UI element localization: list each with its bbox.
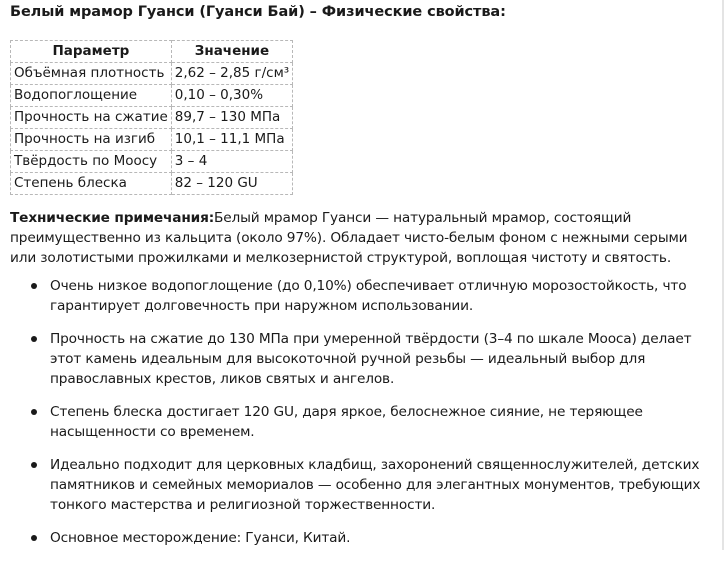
table-cell-value: 0,10 – 0,30%: [171, 85, 292, 107]
bullet-icon: [31, 283, 37, 289]
list-item-text: Идеально подходит для церковных кладбищ, захоронений священнослужителей, детских памятников и семейных мемориалов — особенно для элегантных монументов, требующих тонкого мастерства и религиозной торжественности.: [50, 457, 701, 513]
list-item: [10, 402, 710, 442]
technical-notes: [10, 208, 714, 268]
table-cell-parameter: Прочность на изгиб: [11, 129, 172, 151]
table-row: [11, 129, 293, 151]
list-item-text: Основное месторождение: Гуанси, Китай.: [50, 530, 351, 546]
table-row: [11, 151, 293, 173]
technical-notes-label: Технические примечания:: [10, 210, 215, 226]
table-cell-parameter: Водопоглощение: [11, 85, 172, 107]
properties-table: [10, 40, 293, 195]
table-row: [11, 85, 293, 107]
table-cell-value: 82 – 120 GU: [171, 173, 292, 195]
page-title: Белый мрамор Гуанси (Гуанси Бай) – Физические свойства:: [10, 4, 506, 20]
list-item: [10, 329, 710, 389]
bullet-icon: [31, 409, 37, 415]
table-header-row: [11, 41, 293, 63]
table-row: [11, 107, 293, 129]
column-header-value: Значение: [171, 41, 292, 63]
list-item: [10, 455, 710, 515]
table-row: [11, 173, 293, 195]
bullet-icon: [31, 535, 37, 541]
bullet-icon: [31, 462, 37, 468]
list-item: [10, 528, 710, 548]
column-header-parameter: Параметр: [11, 41, 172, 63]
table-cell-parameter: Объёмная плотность: [11, 63, 172, 85]
bullet-icon: [31, 336, 37, 342]
table-row: [11, 63, 293, 85]
list-item-text: Очень низкое водопоглощение (до 0,10%) обеспечивает отличную морозостойкость, что гарантирует долговечность при наружном использовании.: [50, 278, 687, 314]
feature-list: [10, 276, 710, 561]
table-cell-value: 3 – 4: [171, 151, 292, 173]
table-cell-value: 2,62 – 2,85 г/см³: [171, 63, 292, 85]
list-item-text: Прочность на сжатие до 130 МПа при умеренной твёрдости (3–4 по шкале Мооса) делает этот камень идеальным для высокоточной ручной резьбы — идеальный выбор для православных крестов, ликов святых и ангелов.: [50, 331, 692, 387]
list-item-text: Степень блеска достигает 120 GU, даря яркое, белоснежное сияние, не теряющее насыщенности со временем.: [50, 404, 643, 440]
technical-notes-text: Белый мрамор Гуанси — натуральный мрамор, состоящий преимущественно из кальцита (около 97%). Обладает чисто-белым фоном с нежными серыми или золотистыми прожилками и мелкозернистой структурой, воплощая чистоту и святость.: [10, 210, 688, 266]
table-cell-parameter: Прочность на сжатие: [11, 107, 172, 129]
list-item: [10, 276, 710, 316]
table-cell-value: 89,7 – 130 МПа: [171, 107, 292, 129]
table-cell-parameter: Степень блеска: [11, 173, 172, 195]
table-cell-value: 10,1 – 11,1 МПа: [171, 129, 292, 151]
table-cell-parameter: Твёрдость по Моосу: [11, 151, 172, 173]
